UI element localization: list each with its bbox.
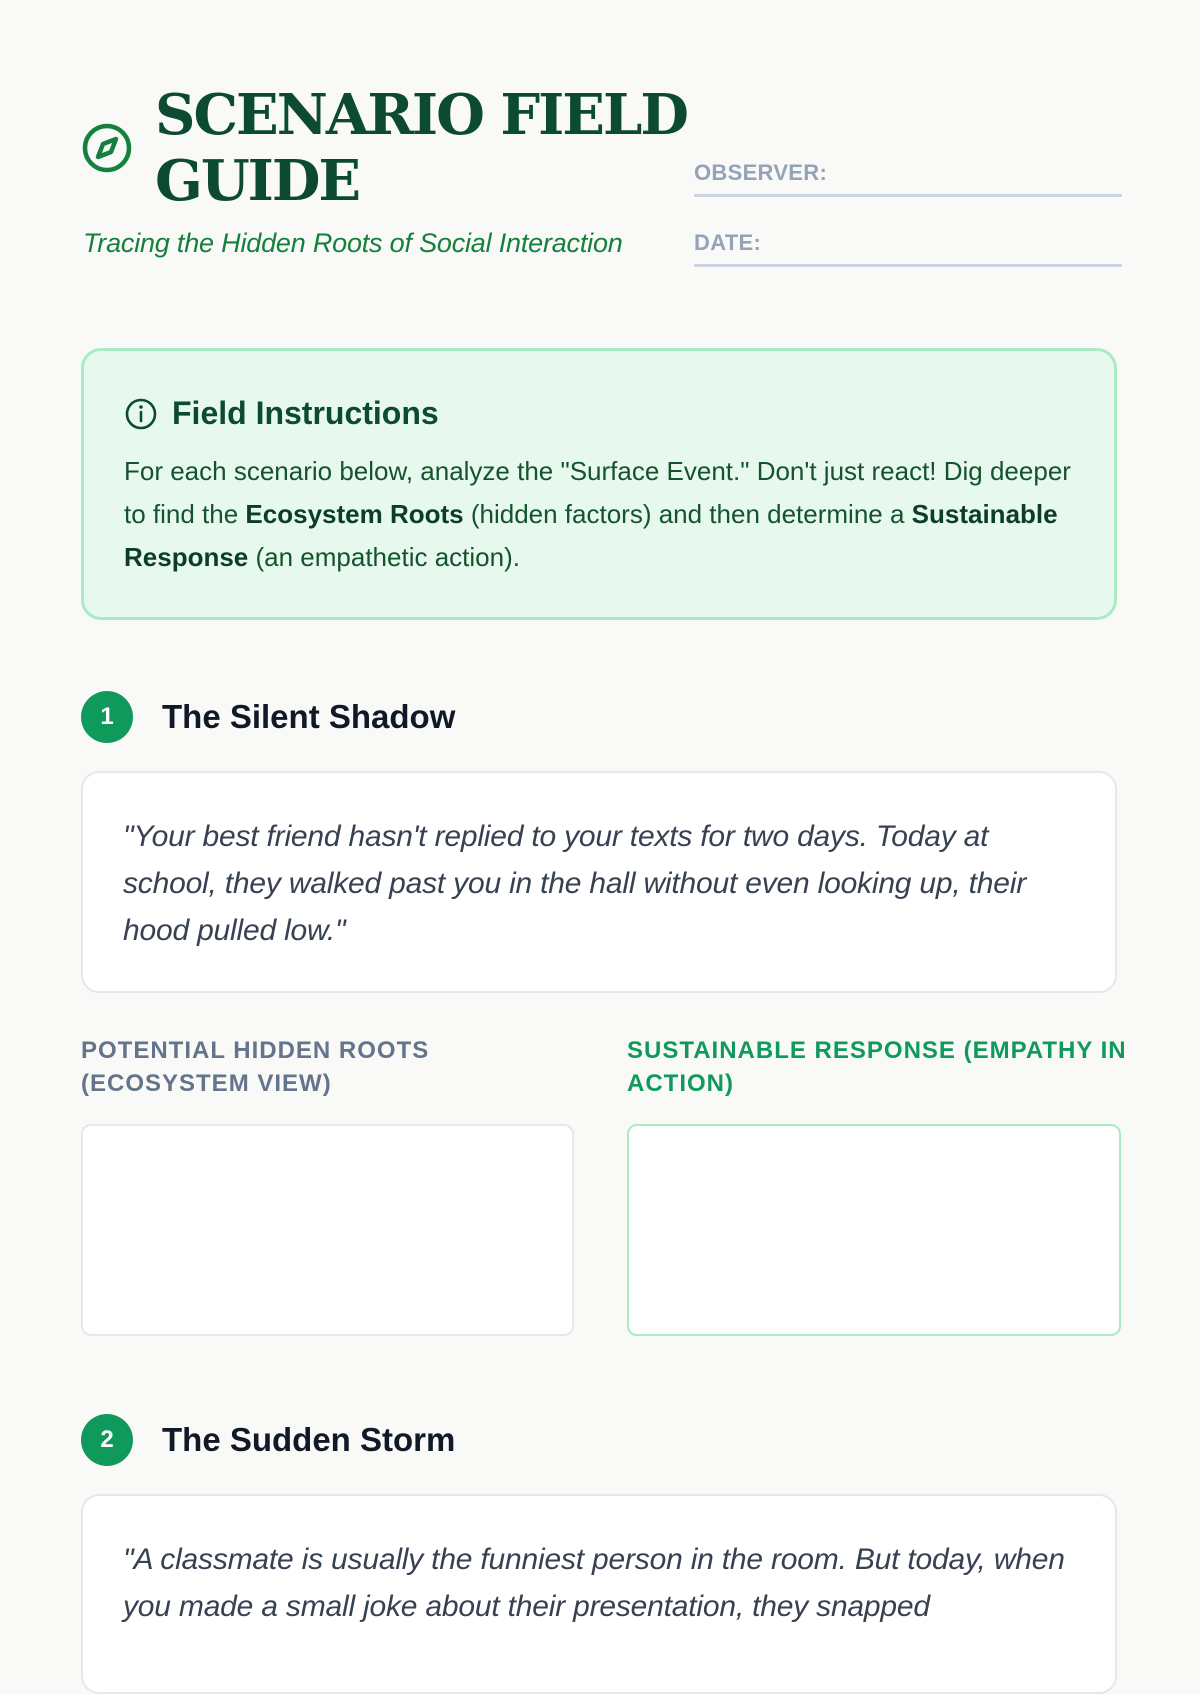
scenario-quote: "A classmate is usually the funniest person in the room. But today, when you made a small joke about their presentation, they snapped	[123, 1543, 1065, 1623]
ecosystem-roots-term: Ecosystem Roots	[245, 499, 464, 529]
observer-field[interactable]	[694, 156, 1122, 197]
scenario-title: The Silent Shadow	[162, 698, 456, 735]
scenario-number-badge: 2	[81, 1414, 133, 1466]
scenario-quote-box	[81, 1494, 1117, 1694]
scenario-answer-area	[81, 1034, 1127, 1336]
scenario-number-badge: 1	[81, 691, 133, 743]
header	[81, 82, 1121, 272]
scenario-header	[81, 691, 455, 743]
compass-icon	[81, 122, 133, 174]
sustainable-response-term: Sustainable Response	[124, 499, 1058, 572]
scenario-title: The Sudden Storm	[162, 1421, 456, 1458]
scenario-quote: "Your best friend hasn't replied to your texts for two days. Today at school, they walked past you in the hall without even looking up, their hood pulled low."	[123, 820, 1027, 947]
scenario-quote-box	[81, 771, 1117, 993]
instructions-text-part: (hidden factors) and then determine a	[463, 499, 912, 529]
date-label: DATE:	[694, 230, 762, 255]
instructions-text-part: For each scenario below, analyze the "Surface Event." Don't just react! Dig deeper to find the	[124, 456, 1071, 529]
page-subtitle: Tracing the Hidden Roots of Social Interaction	[83, 228, 623, 258]
info-icon	[124, 397, 158, 431]
instructions-heading	[124, 395, 1074, 432]
instructions-text-part: (an empathetic action).	[248, 542, 520, 572]
sustainable-response-answer-box[interactable]	[627, 1124, 1121, 1336]
scenario-header	[81, 1414, 455, 1466]
page-title: SCENARIO FIELD GUIDE	[155, 82, 687, 214]
hidden-roots-label: POTENTIAL HIDDEN ROOTS (ECOSYSTEM VIEW)	[81, 1037, 430, 1097]
sustainable-response-label: SUSTAINABLE RESPONSE (EMPATHY IN ACTION)	[627, 1037, 1127, 1097]
instructions-title: Field Instructions	[172, 395, 439, 431]
observer-label: OBSERVER:	[694, 160, 828, 185]
instructions-panel	[81, 348, 1117, 620]
date-field[interactable]	[694, 226, 1122, 267]
instructions-text	[124, 450, 1074, 579]
hidden-roots-answer-box[interactable]	[81, 1124, 574, 1336]
